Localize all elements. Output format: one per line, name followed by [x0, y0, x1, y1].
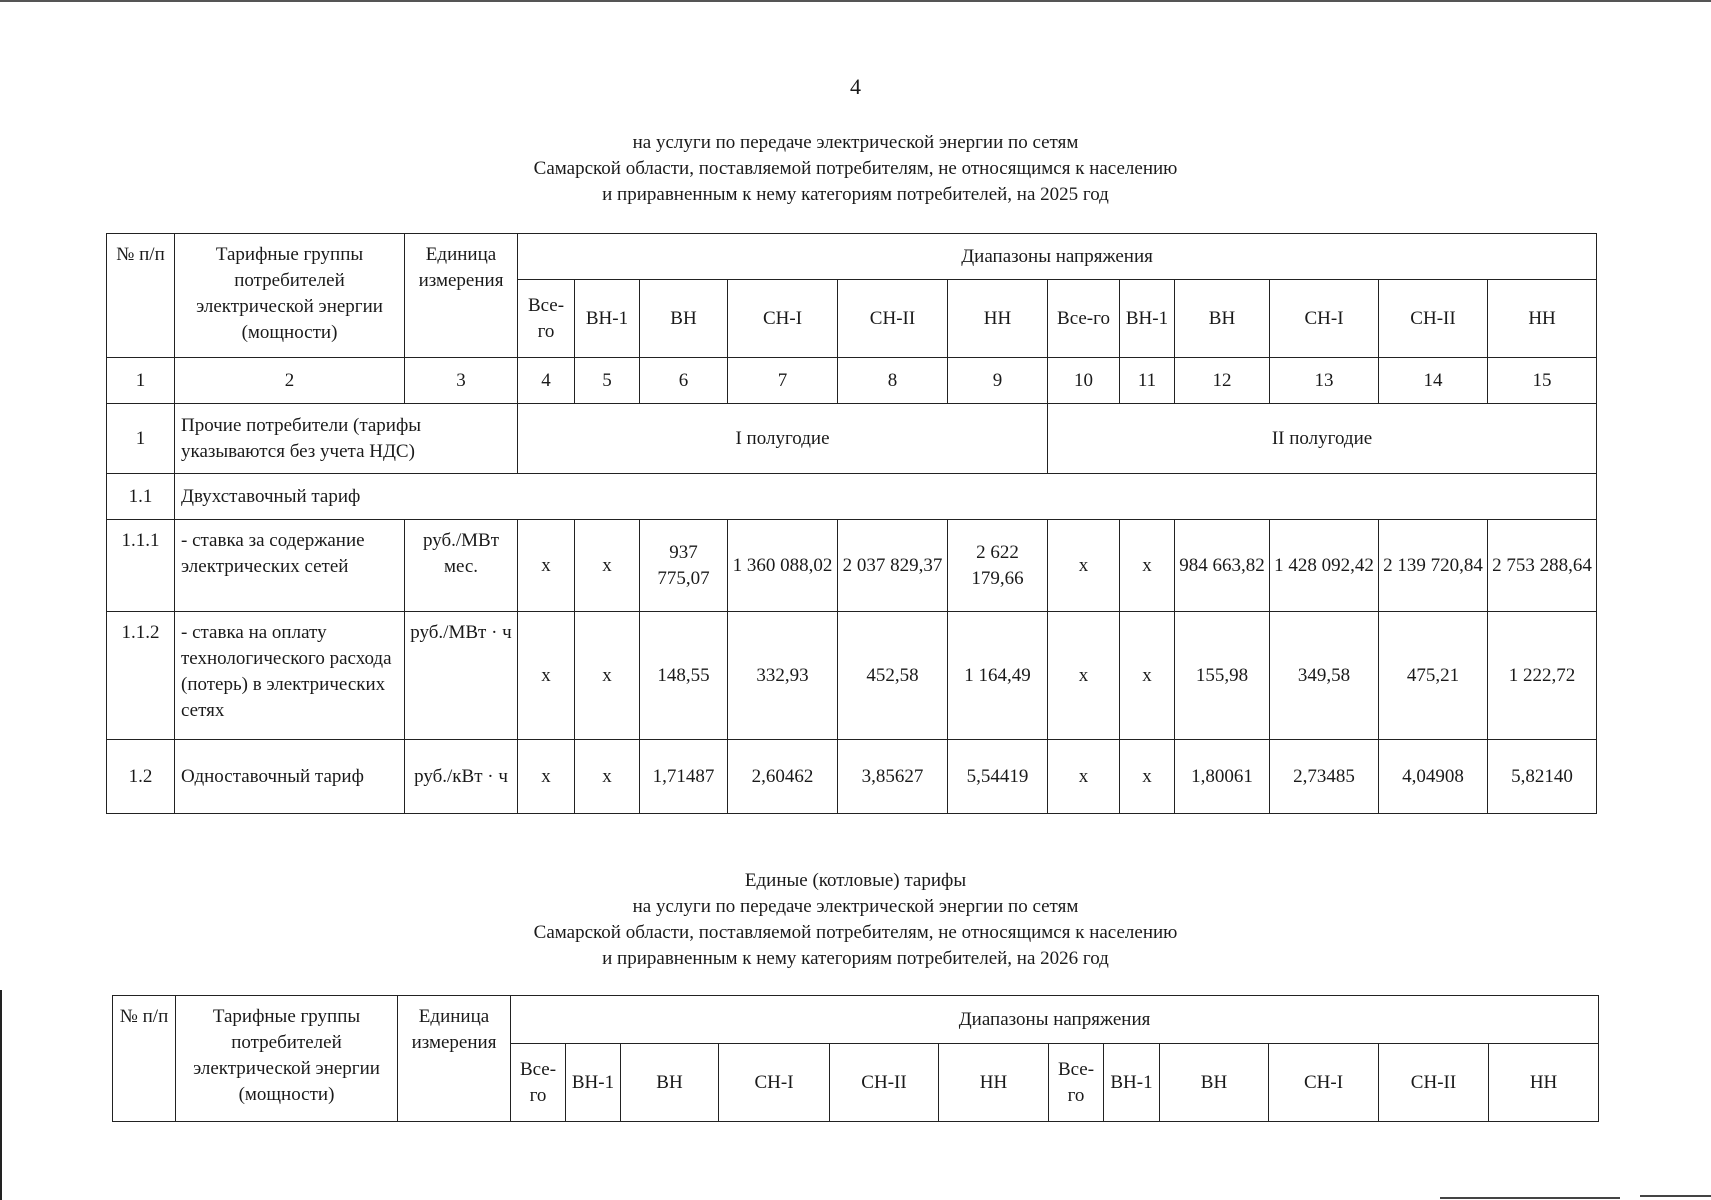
value-cell: 475,21: [1379, 612, 1488, 740]
header-col: СН-I: [728, 280, 838, 358]
row-name: Одноставочный тариф: [175, 740, 405, 814]
page-number: 4: [850, 74, 861, 99]
row-number: 1.1: [107, 474, 175, 520]
header-col: Все-го: [1048, 280, 1120, 358]
header-col: СН-II: [1379, 280, 1488, 358]
header-num: № п/п: [113, 996, 176, 1122]
value-cell: 452,58: [838, 612, 948, 740]
row-name: - ставка на оплату технологического расхода (потерь) в электрических сетях: [175, 612, 405, 740]
caption-line: Самарской области, поставляемой потребителям, не относящимся к населению: [533, 922, 1178, 943]
header-col: ВН-1: [1104, 1044, 1160, 1122]
value-cell: х: [518, 612, 575, 740]
row-number: 1: [107, 404, 175, 474]
header-col: СН-II: [830, 1044, 939, 1122]
header-voltage-ranges: Диапазоны напряжения: [518, 234, 1597, 280]
header-col: ВН-1: [1120, 280, 1175, 358]
value-cell: х: [518, 520, 575, 612]
value-cell: х: [575, 612, 640, 740]
header-col: СН-II: [1379, 1044, 1489, 1122]
value-cell: х: [1048, 740, 1120, 814]
header-groups: Тарифные группы потребителей электрической энергии (мощности): [175, 234, 405, 358]
row-unit: руб./кВт · ч: [405, 740, 518, 814]
table-row: [107, 612, 1597, 740]
row-unit: руб./МВт · ч: [405, 612, 518, 740]
header-col: Все-го: [511, 1044, 566, 1122]
header-col: СН-II: [838, 280, 948, 358]
value-cell: 937 775,07: [640, 520, 728, 612]
col-number: 4: [518, 358, 575, 404]
table-row: [107, 520, 1597, 612]
header-col: ВН: [640, 280, 728, 358]
header-col: ВН: [621, 1044, 719, 1122]
tariff-table-2026: [112, 995, 1599, 1122]
value-cell: 2,73485: [1270, 740, 1379, 814]
header-col: СН-I: [719, 1044, 830, 1122]
value-cell: х: [1120, 740, 1175, 814]
value-cell: х: [1048, 612, 1120, 740]
row-number: 1.2: [107, 740, 175, 814]
caption-line: Единые (котловые) тарифы: [744, 870, 967, 891]
table-row: [107, 404, 1597, 474]
top-border-line: [0, 0, 1711, 2]
header-col: НН: [939, 1044, 1049, 1122]
col-number: 14: [1379, 358, 1488, 404]
col-number: 7: [728, 358, 838, 404]
value-cell: 148,55: [640, 612, 728, 740]
value-cell: 5,54419: [948, 740, 1048, 814]
table-row: [107, 474, 1597, 520]
header-col: СН-I: [1270, 280, 1379, 358]
value-cell: 332,93: [728, 612, 838, 740]
value-cell: 2 037 829,37: [838, 520, 948, 612]
half-year-1: I полугодие: [518, 404, 1048, 474]
value-cell: 3,85627: [838, 740, 948, 814]
header-num: № п/п: [107, 234, 175, 358]
header-groups: Тарифные группы потребителей электрической энергии (мощности): [176, 996, 398, 1122]
row-name: Прочие потребители (тарифы указываются без учета НДС): [175, 404, 518, 474]
col-number: 3: [405, 358, 518, 404]
caption-line: на услуги по передаче электрической энергии по сетям: [632, 132, 1079, 153]
caption-line: Самарской области, поставляемой потребителям, не относящимся к населению: [533, 158, 1178, 179]
header-col: ВН: [1160, 1044, 1269, 1122]
col-number: 8: [838, 358, 948, 404]
header-col: СН-I: [1269, 1044, 1379, 1122]
table-caption-2026: [0, 868, 1711, 972]
value-cell: 1 360 088,02: [728, 520, 838, 612]
column-number-row: [107, 358, 1597, 404]
table-caption-2025: [0, 130, 1711, 208]
value-cell: 1 428 092,42: [1270, 520, 1379, 612]
value-cell: 1,80061: [1175, 740, 1270, 814]
header-unit: Единица измерения: [398, 996, 511, 1122]
col-number: 9: [948, 358, 1048, 404]
header-col: Все-го: [1049, 1044, 1104, 1122]
row-unit: руб./МВт мес.: [405, 520, 518, 612]
row-name: Двухставочный тариф: [175, 474, 1597, 520]
header-unit: Единица измерения: [405, 234, 518, 358]
caption-line: и приравненным к нему категориям потребителей, на 2026 год: [602, 948, 1109, 969]
col-number: 12: [1175, 358, 1270, 404]
value-cell: 1,71487: [640, 740, 728, 814]
value-cell: 2 139 720,84: [1379, 520, 1488, 612]
value-cell: 349,58: [1270, 612, 1379, 740]
value-cell: 2 622 179,66: [948, 520, 1048, 612]
value-cell: 4,04908: [1379, 740, 1488, 814]
header-col: НН: [948, 280, 1048, 358]
col-number: 2: [175, 358, 405, 404]
left-scan-line: [0, 990, 2, 1200]
header-col: НН: [1488, 280, 1597, 358]
col-number: 10: [1048, 358, 1120, 404]
value-cell: 2 753 288,64: [1488, 520, 1597, 612]
value-cell: х: [1120, 520, 1175, 612]
caption-line: и приравненным к нему категориям потребителей, на 2025 год: [602, 184, 1109, 205]
table-row: [107, 740, 1597, 814]
header-col: ВН: [1175, 280, 1270, 358]
bottom-scan-line: [1640, 1195, 1711, 1197]
header-col: Все-го: [518, 280, 575, 358]
caption-line: на услуги по передаче электрической энергии по сетям: [632, 896, 1079, 917]
bottom-scan-line: [1440, 1197, 1620, 1199]
value-cell: 5,82140: [1488, 740, 1597, 814]
value-cell: 984 663,82: [1175, 520, 1270, 612]
value-cell: х: [575, 740, 640, 814]
col-number: 6: [640, 358, 728, 404]
header-voltage-ranges: Диапазоны напряжения: [511, 996, 1599, 1044]
col-number: 1: [107, 358, 175, 404]
row-number: 1.1.2: [107, 612, 175, 740]
value-cell: х: [575, 520, 640, 612]
col-number: 15: [1488, 358, 1597, 404]
half-year-2: II полугодие: [1048, 404, 1597, 474]
value-cell: 1 222,72: [1488, 612, 1597, 740]
col-number: 13: [1270, 358, 1379, 404]
value-cell: 1 164,49: [948, 612, 1048, 740]
value-cell: 155,98: [1175, 612, 1270, 740]
row-name: - ставка за содержание электрических сетей: [175, 520, 405, 612]
header-col: ВН-1: [575, 280, 640, 358]
row-number: 1.1.1: [107, 520, 175, 612]
col-number: 11: [1120, 358, 1175, 404]
col-number: 5: [575, 358, 640, 404]
value-cell: х: [518, 740, 575, 814]
header-col: ВН-1: [566, 1044, 621, 1122]
header-col: НН: [1489, 1044, 1599, 1122]
value-cell: 2,60462: [728, 740, 838, 814]
tariff-table-2025: [106, 233, 1597, 814]
value-cell: х: [1048, 520, 1120, 612]
value-cell: х: [1120, 612, 1175, 740]
